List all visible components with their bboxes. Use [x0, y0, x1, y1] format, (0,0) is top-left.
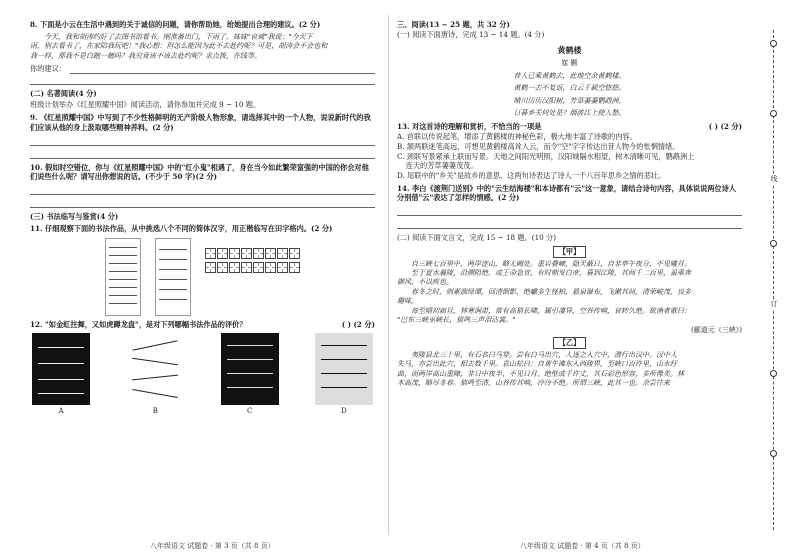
binding-margin	[764, 0, 784, 558]
reading-sub-2: (二) 阅读下面文言文，完成 15 ~ 18 题。(10 分)	[397, 233, 557, 243]
poem-author: 崔 颢	[561, 59, 578, 68]
sample-label-d: D	[341, 407, 347, 416]
q8-para-1: 今天，我和胡涛约好了去图书馆看书。刚准备出门，下雨了。妹妹"哀诚"我说："今天下	[44, 32, 313, 41]
jia-line-6: 每至晴初霜旦，林寒涧肃，常有高猿长啸，属引凄异，空谷传响，哀转久绝。故渔者歌曰：	[411, 306, 691, 315]
yi-line-3: 曲，而两岸高山重障，非日中夜半，不见日月。绝壁或千许丈，其石彩色形容，多所像类。林	[397, 369, 684, 378]
sample-c-image	[221, 333, 279, 405]
q13-option-c-cont: 连天的芳草萋萋茂茂。	[405, 161, 478, 171]
jia-line-3: 御风，不以疾也。	[397, 278, 453, 287]
binding-hole-icon	[770, 240, 777, 247]
footer-page-3: 八年级语文 试题卷 · 第 3 页（共 8 页）	[150, 542, 275, 550]
q9-answer-line-1[interactable]	[30, 136, 375, 146]
q14-answer-line-1[interactable]	[397, 206, 742, 216]
section-2-title: (二) 名著阅读(4 分)	[30, 88, 97, 98]
q13-stem: 13. 对这首诗的理解和赏析，不恰当的一项是	[397, 122, 542, 132]
binding-hole-icon	[770, 110, 777, 117]
jia-line-5: 趣味。	[397, 297, 418, 306]
q10-stem: 10. 假如时空错位，你与《红星照耀中国》中的"红小鬼"相遇了，身在当今如此繁荣富强的中国的你会对他们说些什么呢？请写出你想说的话。(不少于 50 字)(2 分)	[30, 162, 369, 182]
q13-option-a: A. 首联以传说起笔，增添了黄鹤楼的神秘色彩，极大地丰富了诗歌的内容。	[397, 132, 637, 142]
q8-answer-line-2[interactable]	[30, 75, 375, 85]
q11-calligraphy-sample-1	[105, 238, 141, 316]
q11-calligraphy-area	[30, 238, 375, 316]
q14-answer-line-2[interactable]	[397, 219, 742, 229]
binding-hole-icon	[770, 40, 777, 47]
q12-answer-paren[interactable]: ( ) (2 分)	[341, 319, 375, 329]
q10-answer-line-2[interactable]	[30, 198, 375, 208]
q13-option-d: D. 尾联中的"乡关"是故乡的意思，这两句诗表达了诗人一千八百年思乡之情的悲壮。	[397, 171, 666, 181]
left-page	[30, 20, 375, 540]
section-3-title: (三) 书法临写与鉴赏(4 分)	[30, 212, 119, 222]
binding-hole-icon	[770, 450, 777, 457]
yi-line-2: 失马，亦尝出此穴，相去数千里。袁山松曰：自黄牛滩东入西陵界，至峡口百许里，山水纡	[397, 360, 677, 369]
q9-stem: 9. 《红星照耀中国》中写到了不少性格鲜明的无产阶级人物形象，请选择其中的一个人物，说说新时代的我们应该从他的身上汲取哪些精神养料。(2 分)	[30, 113, 371, 132]
jia-line-4: 春冬之时，则素湍绿潭，回清倒影，绝巘多生怪柏，悬泉瀑布，飞漱其间，清荣峻茂，良多	[411, 287, 691, 296]
q8-para-2: 雨，别去看书了，在家陪我玩吧！"我心想：但怎么能因为此不去赴约呢？可是，胡涛会不会也和	[30, 42, 328, 51]
page-divider	[388, 15, 389, 535]
binding-label-bottom: 订	[768, 300, 780, 309]
binding-label-top: 线	[768, 175, 780, 184]
q11-stem: 11. 仔细观察下面的书法作品，从中挑选八个不同的简体汉字，用正楷临写在田字格内。(2 分)	[30, 223, 333, 233]
q8-para-3: 我一样，那我不是白跑一趟吗？我究竟该不该去赴约呢？求点拨，在线等。	[30, 51, 261, 60]
q12-stem: 12. "如金虹拄舞，又如虎蹲龙盘"，是对下列哪幅书法作品的评价？	[30, 319, 247, 329]
binding-hole-icon	[770, 370, 777, 377]
sample-label-b: B	[152, 407, 158, 416]
sample-a-image	[32, 333, 90, 405]
tianzige-grid[interactable]	[205, 238, 301, 316]
jia-line-2: 至于夏水襄陵，沿溯阻绝。或王命急宣，有时朝发白帝，暮到江陵，其间千二百里，虽乘奔	[411, 269, 691, 278]
jia-line-7: "巴东三峡巫峡长，猿鸣三声泪沾裳。"	[397, 316, 516, 325]
section-2-intro: 班级计划举办《红星照耀中国》阅读活动，请你参加并完成 9 ~ 10 题。	[30, 100, 261, 110]
poem-title: 黄鹤楼	[557, 45, 582, 56]
sample-d-image	[315, 333, 373, 405]
sample-label-c: C	[246, 407, 253, 416]
jia-line-1: 自三峡七百里中，两岸连山，略无阙处。重岩叠嶂，隐天蔽日，自非亭午夜分，不见曦月。	[411, 259, 691, 268]
reading-sub-1: (一) 阅读下面唐诗，完成 13 ~ 14 题。(4 分)	[397, 29, 545, 39]
sample-label-a: A	[58, 407, 64, 416]
reading-section-title: 三、阅读(13 ~ 25 题，共 32 分)	[397, 20, 510, 29]
footer-page-4: 八年级语文 试题卷 · 第 4 页（共 8 页）	[520, 542, 645, 550]
yi-line-1: 夷陵县北三十里，有石名曰马穿。尝有白马出穴，人逐之入穴中，潜行出汉中。汉中人	[411, 350, 677, 359]
q12-sample-labels	[32, 407, 373, 416]
q8-prompt: 你的建议：	[30, 64, 66, 74]
poem-line-4: 日暮乡关何处是？烟波江上使人愁。	[513, 108, 626, 117]
q13-option-c: C. 颈联写景紧承上联而写景。天地之间阳光明照，汉阳城隔水相望，树木清晰可见，鹦鹉洲上	[397, 151, 695, 161]
q13-answer-paren[interactable]: ( ) (2 分)	[708, 122, 742, 132]
q12-samples	[32, 333, 373, 405]
q8-stem: 8. 下面是小云在生活中遇到的关于诚信的问题，请你帮助她，给她提出合理的建议。(2 分)	[30, 20, 321, 29]
q10-answer-line-1[interactable]	[30, 185, 375, 195]
passage-jia-tag: 【甲】	[553, 246, 587, 258]
yi-line-4: 木高茂，略尽冬春。猿鸣至清，山谷传其响，泠泠不绝。所谓三峡，此其一也。余尝往来	[397, 379, 670, 388]
poem-line-1: 昔人已乘黄鹤去，此地空余黄鹤楼。	[513, 71, 626, 80]
sample-b-image	[126, 333, 184, 405]
q14-stem: 14. 李白《渡荆门送别》中的"云生结海楼"和本诗都有"云"这一意象，请结合诗句内容，具体说说两位诗人分别借"云"表达了怎样的情感。(2 分)	[397, 183, 737, 203]
right-page	[397, 20, 742, 540]
poem-line-2: 黄鹤一去不复返，白云千载空悠悠。	[513, 84, 626, 93]
poem-line-3: 晴川历历汉阳树，芳草萋萋鹦鹉洲。	[513, 96, 626, 105]
passage-yi-tag: 【乙】	[553, 337, 587, 349]
q9-answer-line-2[interactable]	[30, 149, 375, 159]
q11-calligraphy-sample-2	[155, 238, 191, 316]
q8-answer-line[interactable]	[70, 64, 375, 74]
q13-option-b: B. 颔两联迷笔高远，可想见黄鹤楼高耸入云，而令"空"字字传达出昔人物今的怅惘情绪。	[397, 141, 680, 151]
jia-source: (郦道元《三峡》)	[691, 325, 742, 334]
